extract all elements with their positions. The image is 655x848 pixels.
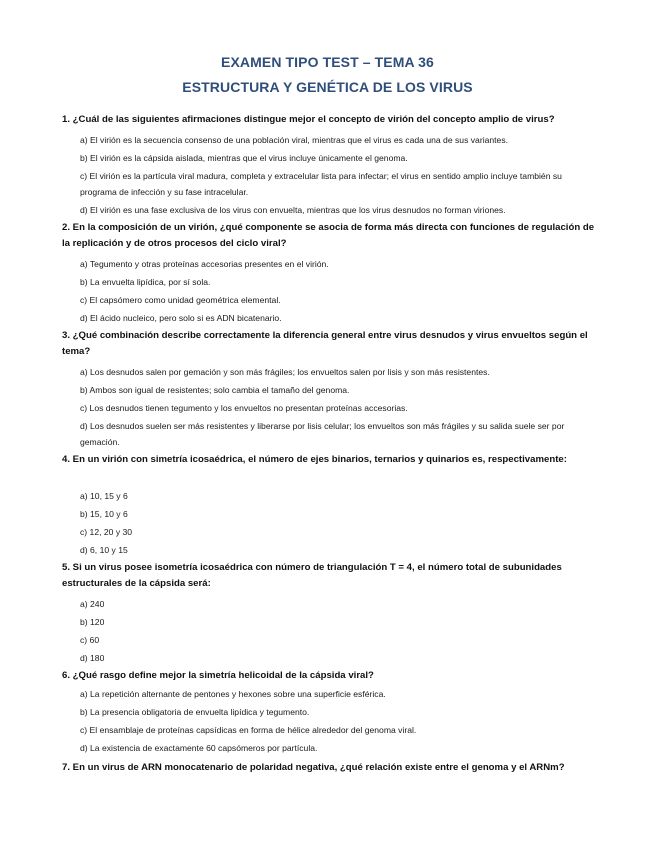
- question-4-option-b: b) 15, 10 y 6: [80, 509, 128, 519]
- question-3-option-a: a) Los desnudos salen por gemación y son más frágiles; los envueltos salen por lisis y son más resistentes.: [80, 367, 490, 377]
- question-3-option-b: b) Ambos son igual de resistentes; solo cambia el tamaño del genoma.: [80, 385, 350, 395]
- question-2-option-b: b) La envuelta lipídica, por sí sola.: [80, 277, 211, 287]
- question-6-option-a: a) La repetición alternante de pentones y hexones sobre una superficie esférica.: [80, 689, 386, 699]
- question-7: 7. En un virus de ARN monocatenario de polaridad negativa, ¿qué relación existe entre el genoma y el ARNm?: [62, 762, 565, 773]
- question-5-option-d: d) 180: [80, 653, 105, 663]
- question-1: 1. ¿Cuál de las siguientes afirmaciones distingue mejor el concepto de virión del concepto amplio de virus?: [62, 114, 555, 125]
- question-1-option-a: a) El virión es la secuencia consenso de una población viral, mientras que el virus es cada una de sus variantes.: [80, 135, 509, 145]
- question-5: 5. Si un virus posee isometría icosaédrica con número de triangulación T = 4, el número total de subunidades estructurales de la cápsida será:: [62, 562, 562, 589]
- question-4-option-c: c) 12, 20 y 30: [80, 527, 133, 537]
- question-6-option-b: b) La presencia obligatoria de envuelta lipídica y tegumento.: [80, 707, 310, 717]
- question-5-option-c: c) 60: [80, 635, 100, 645]
- question-6: 6. ¿Qué rasgo define mejor la simetría helicoidal de la cápsida viral?: [62, 670, 374, 681]
- question-4: 4. En un virión con simetría icosaédrica, el número de ejes binarios, ternarios y quinarios es, respectivamente:: [62, 454, 567, 465]
- exam-title: EXAMEN TIPO TEST – TEMA 36: [221, 54, 434, 70]
- question-4-option-a: a) 10, 15 y 6: [80, 491, 128, 501]
- question-3: 3. ¿Qué combinación describe correctamente la diferencia general entre virus desnudos y virus envueltos según el tema?: [62, 330, 588, 357]
- question-6-option-c: c) El ensamblaje de proteínas capsídicas en forma de hélice alrededor del genoma viral.: [80, 725, 417, 735]
- question-5-option-a: a) 240: [80, 599, 105, 609]
- question-1-option-d: d) El virión es una fase exclusiva de los virus con envuelta, mientras que los virus desnudos no forman viriones.: [80, 205, 506, 215]
- question-3-option-d: d) Los desnudos suelen ser más resistentes y liberarse por lisis celular; los envueltos son más frágiles y su salida suele ser por gemación.: [80, 421, 565, 447]
- question-2-option-d: d) El ácido nucleico, pero solo si es ADN bicatenario.: [80, 313, 282, 323]
- question-2: 2. En la composición de un virión, ¿qué componente se asocia de forma más directa con funciones de regulación de la replicación y de otros procesos del ciclo viral?: [62, 222, 595, 249]
- question-2-option-c: c) El capsómero como unidad geométrica elemental.: [80, 295, 281, 305]
- question-1-option-b: b) El virión es la cápsida aislada, mientras que el virus incluye únicamente el genoma.: [80, 153, 408, 163]
- question-3-option-c: c) Los desnudos tienen tegumento y los envueltos no presentan proteínas accesorias.: [80, 403, 408, 413]
- question-2-option-a: a) Tegumento y otras proteínas accesorias presentes en el virión.: [80, 259, 329, 269]
- question-5-option-b: b) 120: [80, 617, 105, 627]
- exam-subtitle: ESTRUCTURA Y GENÉTICA DE LOS VIRUS: [182, 79, 473, 95]
- question-4-option-d: d) 6, 10 y 15: [80, 545, 128, 555]
- question-6-option-d: d) La existencia de exactamente 60 capsómeros por partícula.: [80, 743, 318, 753]
- question-1-option-c: c) El virión es la partícula viral madura, completa y extracelular lista para infectar; el virus en sentido amplio incluye también su programa de infección y su fase intracelular.: [80, 171, 562, 197]
